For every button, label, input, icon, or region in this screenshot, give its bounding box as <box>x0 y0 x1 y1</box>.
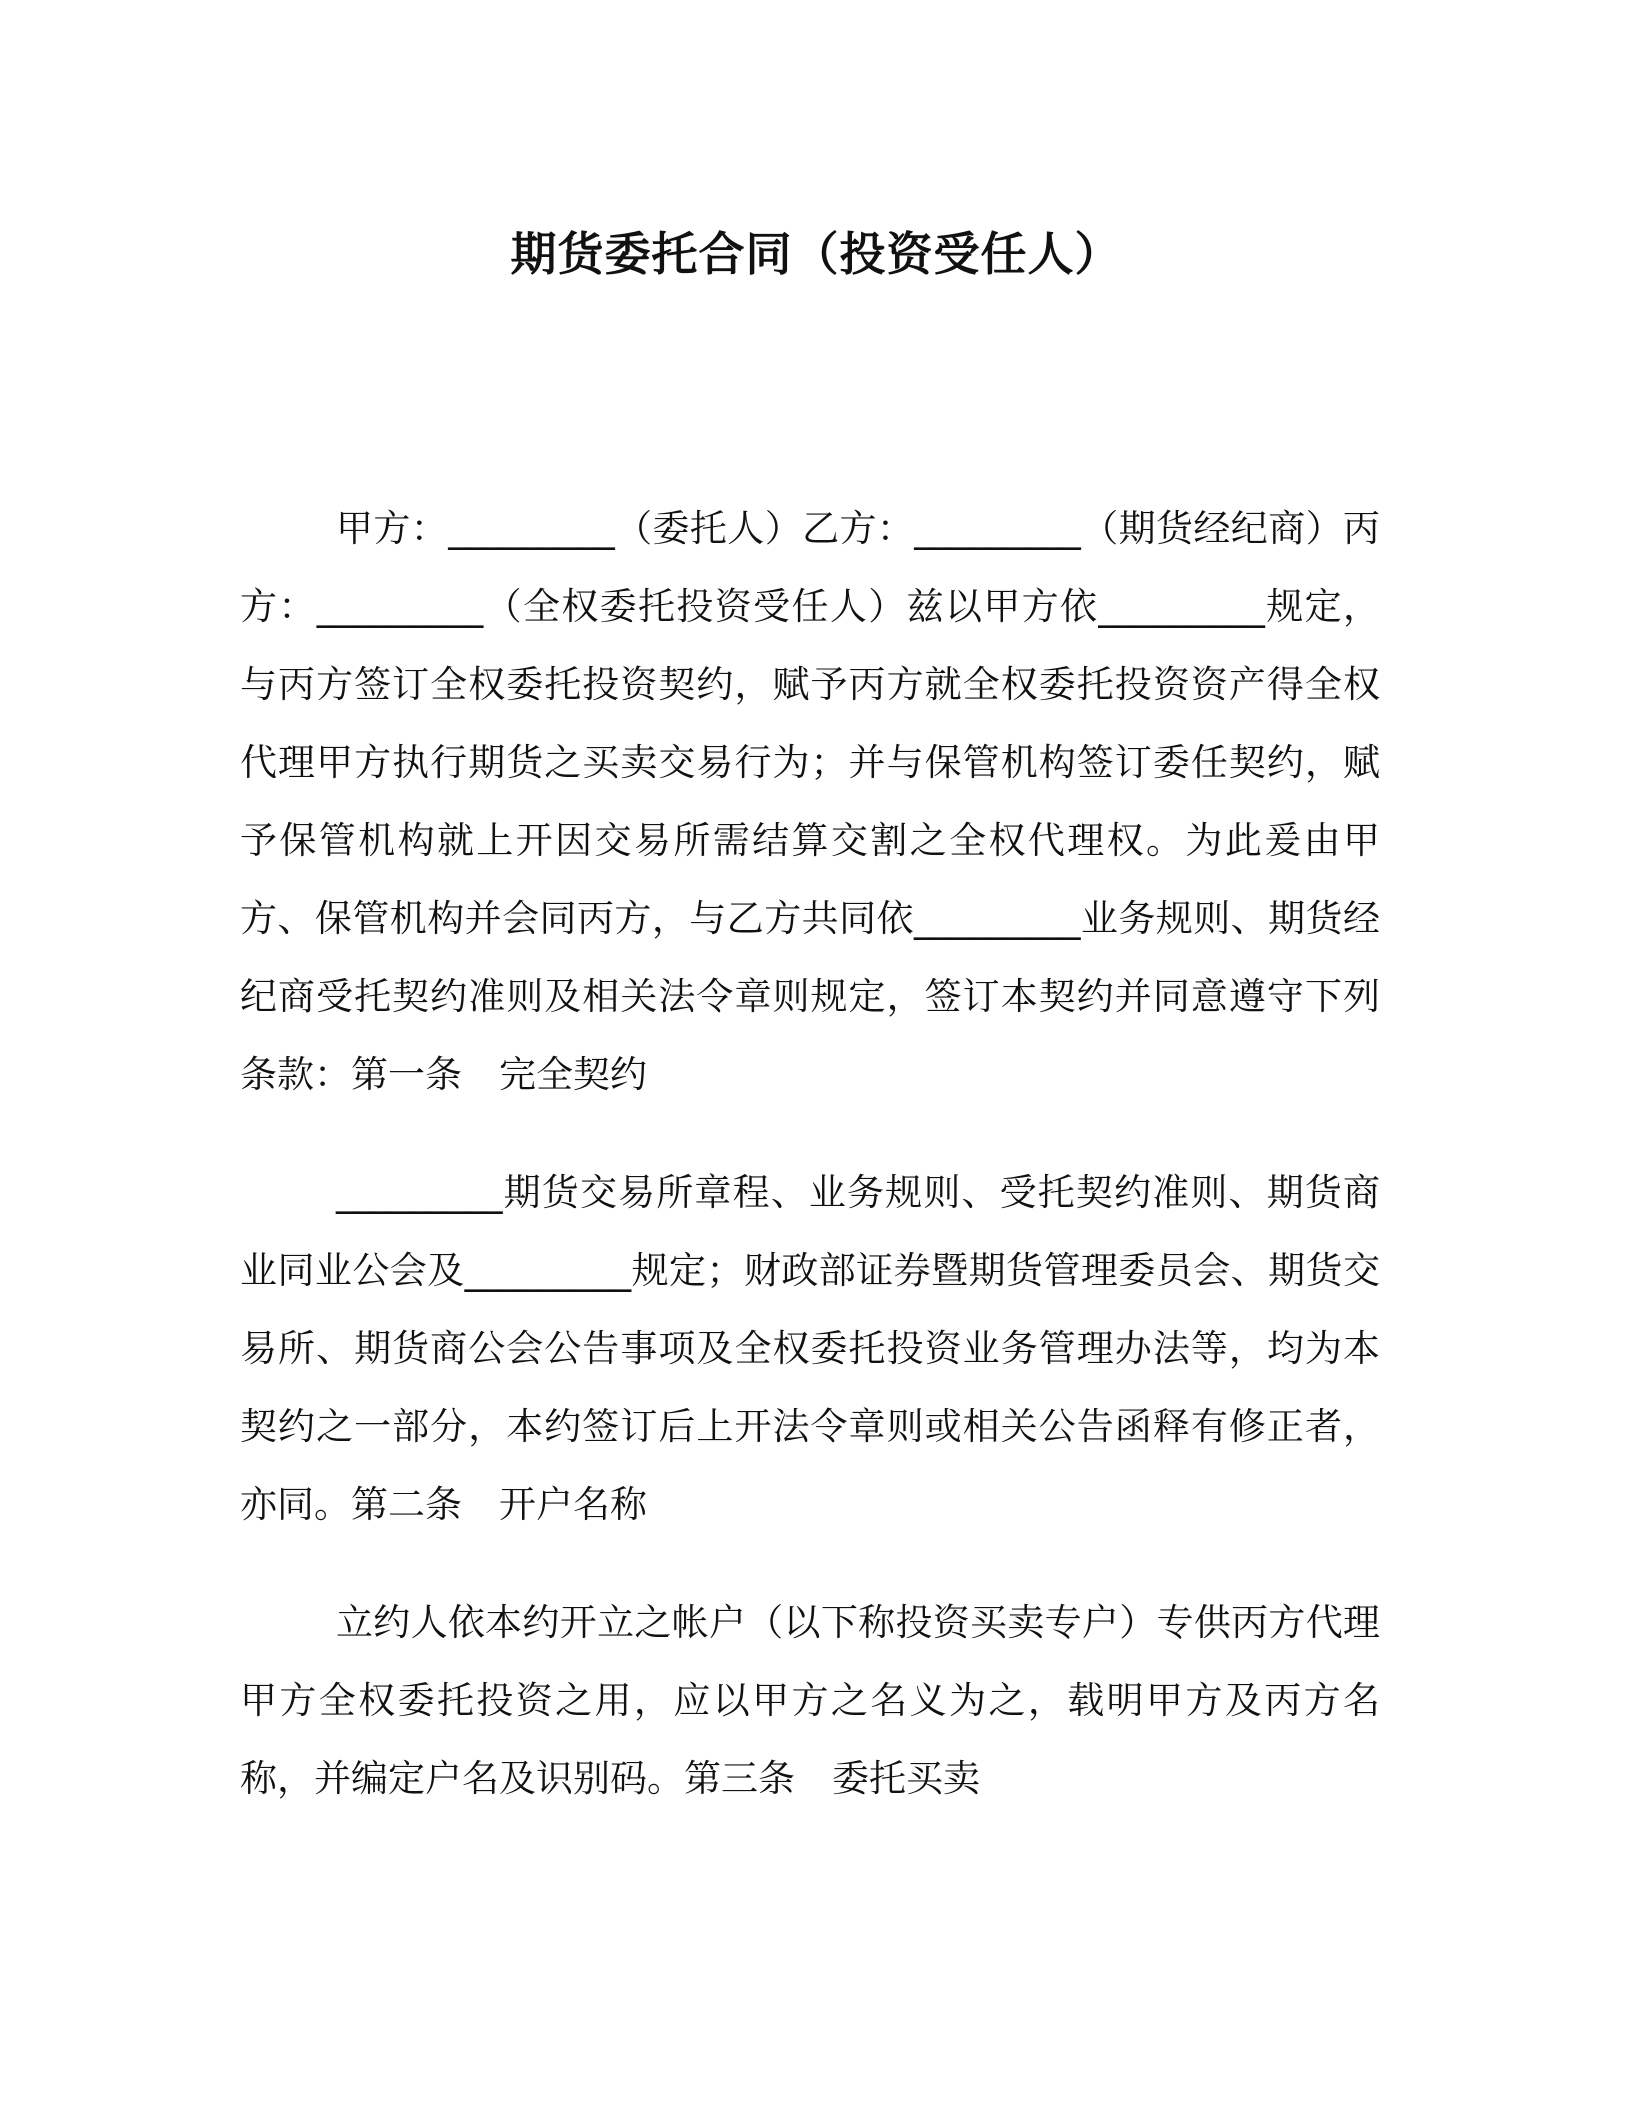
paragraph-article-1: _________期货交易所章程、业务规则、受托契约准则、期货商业同业公会及_________规定；财政部证券暨期货管理委员会、期货交易所、期货商公会公告事项及全权委托投资业务管理办法等，均为本契约之一部分，本约签订后上开法令章则或相关公告函释有修正者，亦同。第二条 开户名称 <box>240 1171 1380 1526</box>
document-title: 期货委托合同（投资受任人） <box>510 227 1122 281</box>
paragraph-article-2: 立约人依本约开立之帐户（以下称投资买卖专户）专供丙方代理甲方全权委托投资之用，应以甲方之名义为之，载明甲方及丙方名称，并编定户名及识别码。第三条 委托买卖 <box>240 1601 1380 1800</box>
paragraph-parties: 甲方：_________（委托人）乙方：_________（期货经纪商）丙方：_________（全权委托投资受任人）兹以甲方依_________规定，与丙方签订全权委托投资契约，赋予丙方就全权委托投资资产得全权代理甲方执行期货之买卖交易行为；并与保管机构签订委任契约，赋予保管机构就上开因交易所需结算交割之全权代理权。为此爰由甲方、保管机构并会同丙方，与乙方共同依_________业务规则、期货经纪商受托契约准则及相关法令章则规定，签订本契约并同意遵守下列条款：第一条 完全契约 <box>240 507 1380 1096</box>
document-body <box>240 490 1380 1858</box>
